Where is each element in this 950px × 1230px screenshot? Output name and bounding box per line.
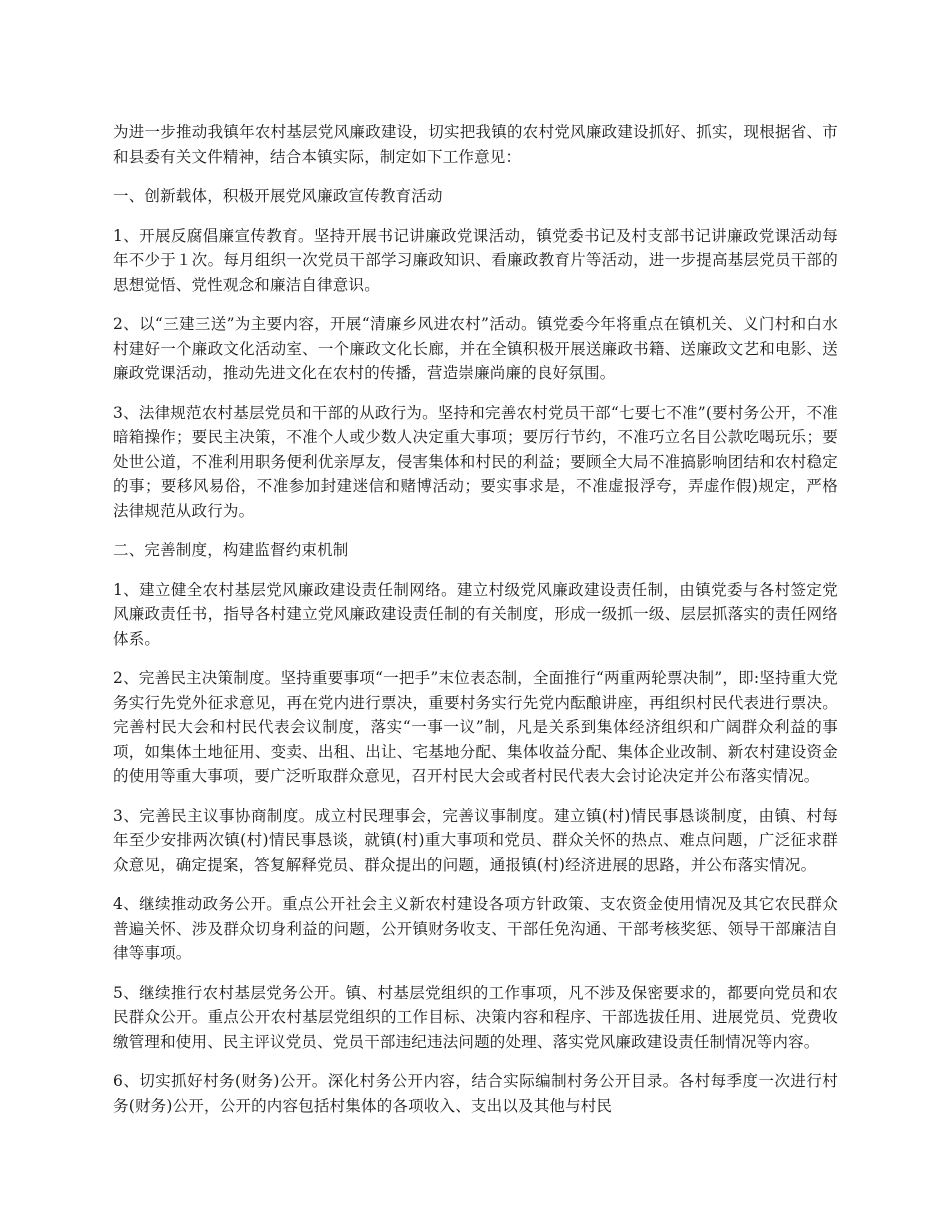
section-2-item-1: 1、建立健全农村基层党风廉政建设责任制网络。建立村级党风廉政建设责任制，由镇党委与各村签定党风廉政责任书，指导各村建立党风廉政建设责任制的有关制度，形成一级抓一级、层层抓落实的责任网络体系。 xyxy=(113,580,838,648)
section-2-item-3: 3、完善民主议事协商制度。成立村民理事会，完善议事制度。建立镇(村)情民事恳谈制度，由镇、村每年至少安排两次镇(村)情民事恳谈，就镇(村)重大事项和党员、群众关怀的热点、难点问题，广泛征求群众意见，确定提案，答复解释党员、群众提出的问题，通报镇(村)经济进展的思路，并公布落实情况。 xyxy=(113,806,838,874)
section-1-item-2: 2、以“三建三送”为主要内容，开展“清廉乡风进农村”活动。镇党委今年将重点在镇机关、义门村和白水村建好一个廉政文化活动室、一个廉政文化长廊，并在全镇积极开展送廉政书籍、送廉政文艺和电影、送廉政党课活动，推动先进文化在农村的传播，营造崇廉尚廉的良好氛围。 xyxy=(113,315,838,382)
document-body xyxy=(113,120,838,1133)
section-2-item-2: 2、完善民主决策制度。坚持重要事项“一把手”末位表态制，全面推行“两重两轮票决制”，即:坚持重大党务实行先党外征求意见，再在党内进行票决，重要村务实行先党内酝酿讲座，再组织村民代表进行票决。完善村民大会和村民代表会议制度，落实“一事一议”制，凡是关系到集体经济组织和广阔群众利益的事项，如集体土地征用、变卖、出租、出让、宅基地分配、集体收益分配、集体企业改制、新农村建设资金的使用等重大事项，要广泛听取群众意见，召开村民大会或者村民代表大会讨论决定并公布落实情况。 xyxy=(113,669,838,785)
section-2-item-5: 5、继续推行农村基层党务公开。镇、村基层党组织的工作事项，凡不涉及保密要求的，都要向党员和农民群众公开。重点公开农村基层党组织的工作目标、决策内容和程序、干部选拔任用、进展党员、党费收缴管理和使用、民主评议党员、党员干部违纪违法问题的处理、落实党风廉政建设责任制情况等内容。 xyxy=(113,983,838,1051)
section-1-item-1: 1、开展反腐倡廉宣传教育。坚持开展书记讲廉政党课活动，镇党委书记及村支部书记讲廉政党课活动每年不少于１次。每月组织一次党员干部学习廉政知识、看廉政教育片等活动，进一步提高基层党员干部的思想觉悟、党性观念和廉洁自律意识。 xyxy=(113,226,838,294)
section-1-heading: 一、创新载体，积极开展党风廉政宣传教育活动 xyxy=(113,187,443,205)
section-2-item-4: 4、继续推动政务公开。重点公开社会主义新农村建设各项方针政策、支农资金使用情况及其它农民群众普遍关怀、涉及群众切身利益的问题，公开镇财务收支、干部任免沟通、干部考核奖惩、领导干部廉洁自律等事项。 xyxy=(113,895,838,962)
intro-paragraph: 为进一步推动我镇年农村基层党风廉政建设，切实把我镇的农村党风廉政建设抓好、抓实，现根据省、市和县委有关文件精神，结合本镇实际，制定如下工作意见： xyxy=(113,123,838,166)
section-2-heading: 二、完善制度，构建监督约束机制 xyxy=(113,541,349,559)
section-1-item-3: 3、法律规范农村基层党员和干部的从政行为。坚持和完善农村党员干部“七要七不准”(要村务公开，不准暗箱操作；要民主决策，不准个人或少数人决定重大事项；要厉行节约，不准巧立名目公款吃喝玩乐；要处世公道，不准利用职务便利优亲厚友，侵害集体和村民的利益；要顾全大局不准搞影响团结和农村稳定的事；要移风易俗，不准参加封建迷信和赌博活动；要实事求是，不准虚报浮夸，弄虚作假)规定，严格法律规范从政行为。 xyxy=(113,403,838,520)
section-2-item-6: 6、切实抓好村务(财务)公开。深化村务公开内容，结合实际编制村务公开目录。各村每季度一次进行村务(财务)公开，公开的内容包括村集体的各项收入、支出以及其他与村民 xyxy=(113,1072,838,1115)
